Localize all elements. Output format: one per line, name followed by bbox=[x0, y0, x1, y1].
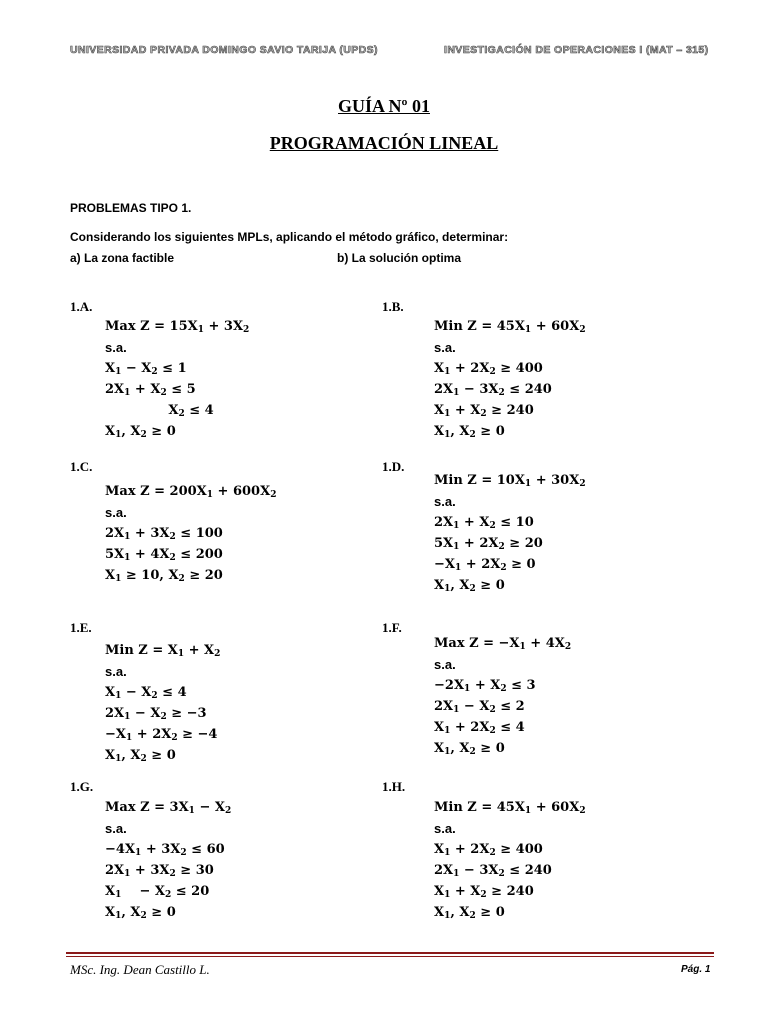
math-line: $X_1$, $X_2 \ge 0$ bbox=[434, 905, 505, 921]
math-line: $5X_1 + 4X_2 \le 200$ bbox=[105, 547, 223, 563]
subject-to-label: s.a. bbox=[105, 821, 127, 836]
problem-label: 1.C. bbox=[70, 459, 93, 474]
math-line: Max $Z = 3X_1 - X_2$ bbox=[105, 800, 232, 816]
page-number: Pág. 1 bbox=[681, 964, 711, 975]
subject-to-label: s.a. bbox=[434, 340, 456, 355]
math-line: $2X_1 + X_2 \le 5$ bbox=[105, 382, 196, 398]
math-line: $X_1 - X_2 \le 1$ bbox=[105, 361, 187, 377]
problem-label: 1.G. bbox=[70, 779, 94, 794]
math-line: Max $Z = 200X_1 + 600X_2$ bbox=[105, 484, 277, 500]
problem-label: 1.F. bbox=[382, 620, 402, 635]
math-line: $2X_1 - 3X_2 \le 240$ bbox=[434, 863, 552, 879]
math-line: $X_1$, $X_2 \ge 0$ bbox=[434, 424, 505, 440]
subject-to-label: s.a. bbox=[434, 821, 456, 836]
math-line: Min $Z = X_1 + X_2$ bbox=[105, 643, 221, 659]
subject-to-label: s.a. bbox=[434, 657, 456, 672]
problem-label: 1.B. bbox=[382, 299, 404, 314]
math-line: Min $Z = 45X_1 + 60X_2$ bbox=[434, 319, 586, 335]
math-line: Max $Z = 15X_1 + 3X_2$ bbox=[105, 319, 250, 335]
header-university: UNIVERSIDAD PRIVADA DOMINGO SAVIO TARIJA (UPDS) bbox=[70, 44, 378, 56]
math-line: $X_1 + 2X_2 \le 4$ bbox=[434, 720, 525, 736]
math-line: $-X_1 + 2X_2 \ge 0$ bbox=[434, 557, 536, 573]
problem-lines bbox=[434, 633, 571, 759]
math-line: $2X_1 - X_2 \le 2$ bbox=[434, 699, 525, 715]
math-line: $X_1 - X_2 \le 4$ bbox=[105, 685, 187, 701]
problem-lines bbox=[105, 316, 249, 442]
math-line: $X_1 \ge 10$, $X_2 \ge 20$ bbox=[105, 568, 223, 584]
item-a: a) La zona factible bbox=[70, 251, 175, 265]
problem-lines bbox=[434, 797, 586, 923]
subject-to-label: s.a. bbox=[434, 494, 456, 509]
math-line: $2X_1 + X_2 \le 10$ bbox=[434, 515, 534, 531]
problems-heading: PROBLEMAS TIPO 1. bbox=[70, 201, 192, 215]
math-line: $5X_1 + 2X_2 \ge 20$ bbox=[434, 536, 543, 552]
problem-lines bbox=[105, 797, 231, 923]
math-line: $-4X_1 + 3X_2 \le 60$ bbox=[105, 842, 225, 858]
subject-to-label: s.a. bbox=[105, 505, 127, 520]
item-b: b) La solución optima bbox=[337, 251, 462, 265]
math-line: $X_1 + X_2 \ge 240$ bbox=[434, 884, 534, 900]
math-line: $2X_1 - 3X_2 \le 240$ bbox=[434, 382, 552, 398]
problem-lines bbox=[105, 640, 220, 766]
problem-lines bbox=[105, 481, 276, 586]
math-line: $2X_1 - X_2 \ge -3$ bbox=[105, 706, 207, 722]
math-line: $X_1 + 2X_2 \ge 400$ bbox=[434, 842, 543, 858]
footer-rule-thin bbox=[66, 956, 714, 957]
math-line: $X_2 \le 4$ bbox=[105, 403, 214, 419]
math-line: $-X_1 + 2X_2 \ge -4$ bbox=[105, 727, 218, 743]
instruction-text: Considerando los siguientes MPLs, aplicando el método gráfico, determinar: bbox=[70, 230, 509, 244]
math-line: $X_1$, $X_2 \ge 0$ bbox=[105, 748, 176, 764]
subject-to-label: s.a. bbox=[105, 340, 127, 355]
math-line: $X_1$, $X_2 \ge 0$ bbox=[105, 424, 176, 440]
math-line: $X_1$, $X_2 \ge 0$ bbox=[105, 905, 176, 921]
math-line: Max $Z = -X_1 + 4X_2$ bbox=[434, 636, 572, 652]
problem-lines bbox=[434, 316, 586, 442]
footer-rule bbox=[66, 952, 714, 954]
header-course: INVESTIGACIÓN DE OPERACIONES I (MAT – 315) bbox=[444, 44, 709, 56]
problem-label: 1.H. bbox=[382, 779, 406, 794]
math-line: $X_1$, $X_2 \ge 0$ bbox=[434, 578, 505, 594]
guide-subtitle: PROGRAMACIÓN LINEAL bbox=[269, 133, 499, 153]
guide-title: GUÍA Nº 01 bbox=[338, 96, 430, 116]
math-line: Min $Z = 10X_1 + 30X_2$ bbox=[434, 473, 586, 489]
subject-to-label: s.a. bbox=[105, 664, 127, 679]
footer-author: MSc. Ing. Dean Castillo L. bbox=[70, 962, 210, 977]
math-line: $-2X_1 + X_2 \le 3$ bbox=[434, 678, 536, 694]
math-line: $2X_1 + 3X_2 \le 100$ bbox=[105, 526, 223, 542]
math-line: $2X_1 + 3X_2 \ge 30$ bbox=[105, 863, 214, 879]
math-line: $X_1$ − $X_2 \le 20$ bbox=[105, 884, 210, 900]
problem-label: 1.E. bbox=[70, 620, 92, 635]
math-line: $X_1$, $X_2 \ge 0$ bbox=[434, 741, 505, 757]
problem-lines bbox=[434, 470, 586, 596]
math-line: Min $Z = 45X_1 + 60X_2$ bbox=[434, 800, 586, 816]
problem-label: 1.D. bbox=[382, 459, 405, 474]
math-line: $X_1 + 2X_2 \ge 400$ bbox=[434, 361, 543, 377]
problem-label: 1.A. bbox=[70, 299, 93, 314]
math-line: $X_1 + X_2 \ge 240$ bbox=[434, 403, 534, 419]
